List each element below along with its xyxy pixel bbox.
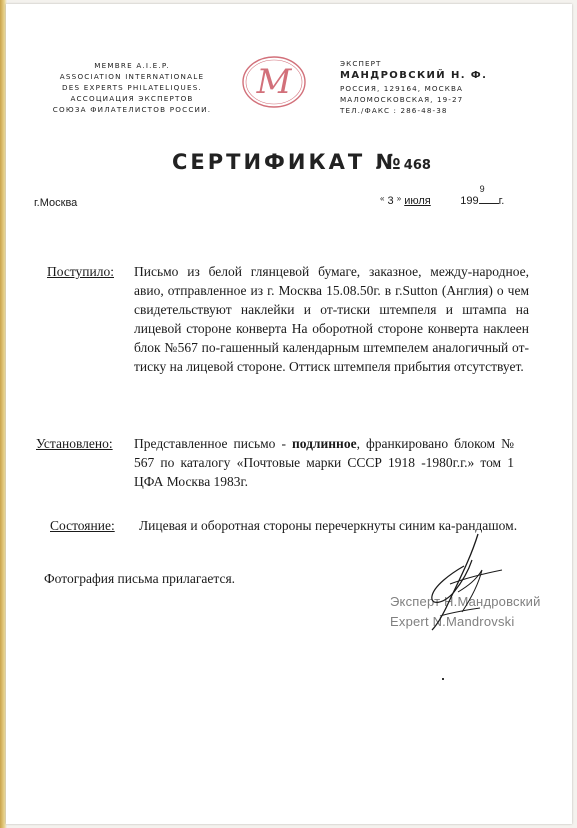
city: г.Москва: [34, 197, 78, 209]
expert-label: ЭКСПЕРТ: [340, 59, 382, 68]
date-day: 3: [387, 195, 394, 207]
photo-note: Фотография письма прилагается.: [44, 571, 236, 586]
expert-address-line: РОССИЯ, 129164, МОСКВА: [340, 84, 464, 93]
paper-speck: [442, 678, 444, 680]
established-label: Установлено:: [36, 436, 113, 451]
association-header: [28, 60, 236, 115]
certificate-number: 468: [403, 158, 431, 173]
section-established: [0, 434, 577, 496]
date-year-blank: [479, 184, 493, 204]
certificate-date: [380, 184, 505, 207]
header-left-line: DES EXPERTS PHILATELIQUES.: [62, 83, 202, 92]
received-label: Поступило:: [47, 264, 114, 279]
expert-monogram-logo: [240, 54, 308, 110]
expert-name: МАНДРОВСКИЙ Н. Ф.: [340, 70, 488, 81]
condition-text: Лицевая и оборотная стороны перечеркнуты синим ка-рандашом.: [139, 518, 518, 533]
certificate-title: [172, 150, 431, 174]
expert-header: [340, 58, 560, 116]
logo-letter: M: [256, 62, 292, 102]
date-open-quote: «: [380, 194, 385, 203]
received-text: Письмо из белой глянцевой бумаге, заказное, между-народное, авио, отправленное из г. Москва 15.08.50г. в г.Sutton (Англия) о чем свидетельствуют наклейки и от-тиски штемпеля и штампа на лицевой стороне конверта На оборотной стороне конверта наклеен блок №567 по-гашенный календарным штемпелем аналогичный от-тиску на лицевой стороне. Оттиск штемпеля прибытия отсутствует.: [134, 264, 529, 374]
date-close-quote: »: [396, 194, 402, 203]
header-left-line: АССОЦИАЦИЯ ЭКСПЕРТОВ: [70, 94, 194, 103]
header-left-line: ASSOCIATION INTERNATIONALE: [59, 72, 205, 81]
title-text: СЕРТИФИКАТ №: [172, 150, 404, 174]
date-year-digit: 9: [479, 184, 485, 194]
date-year-prefix: 199: [460, 195, 479, 207]
authentic-verdict: подлинное: [291, 436, 357, 451]
condition-label: Состояние:: [50, 518, 115, 533]
date-suffix: г.: [498, 195, 505, 207]
stamp-line-en: Expert N.Mandrovski: [390, 614, 515, 629]
header-left-line: MEMBRE A.I.E.P.: [94, 61, 170, 70]
expert-signature: [410, 520, 520, 640]
established-text-after: , франкировано блоком № 567 по каталогу «Почтовые марки СССР 1918 -1980г.г.» том 1 ЦФА Москва 1983г.: [134, 436, 514, 489]
date-month: июля: [404, 195, 431, 207]
expert-address-line: МАЛОМОСКОВСКАЯ, 19-27: [340, 95, 464, 104]
established-text-before: Представленное письмо -: [134, 436, 292, 451]
established-text: [134, 434, 514, 491]
header-left-line: СОЮЗА ФИЛАТЕЛИСТОВ РОССИИ.: [52, 105, 212, 114]
expert-phone-line: ТЕЛ./ФАКС : 286-48-38: [340, 106, 448, 115]
stamp-line-ru: Эксперт Н.Мандровский: [390, 594, 541, 609]
section-received: [0, 262, 577, 422]
